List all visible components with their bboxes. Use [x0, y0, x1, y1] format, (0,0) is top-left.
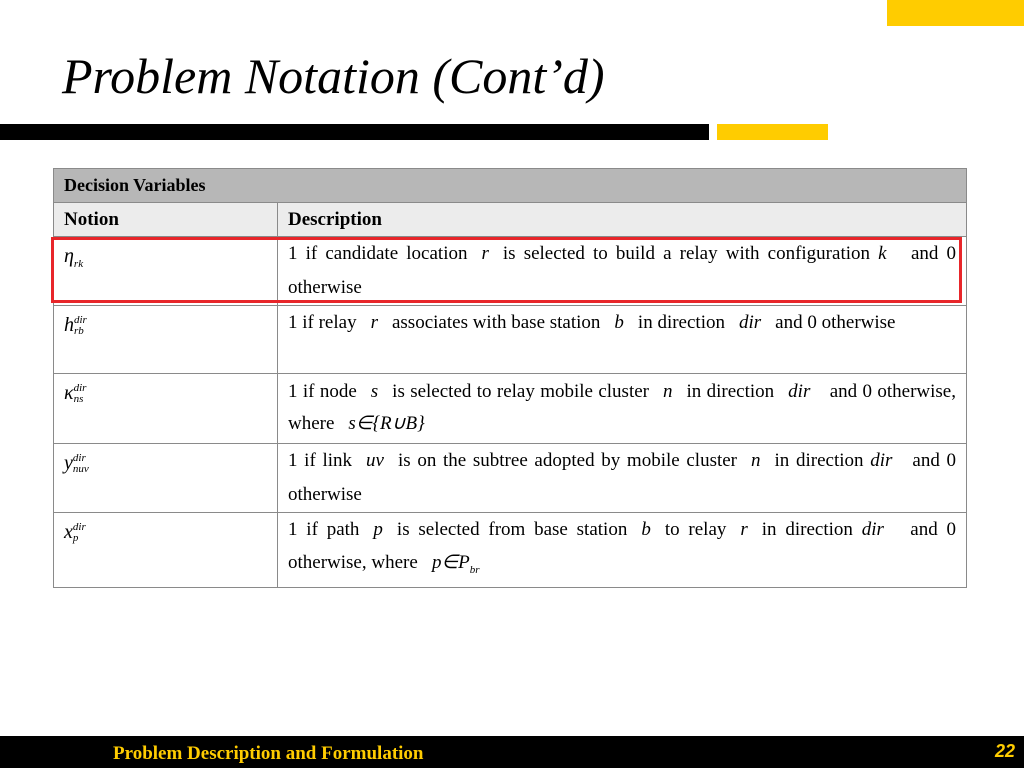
notion-cell	[54, 444, 278, 513]
table-row	[54, 444, 967, 513]
variable-symbol: ydir nuv	[64, 452, 89, 476]
variable-symbol: xdir p	[64, 521, 86, 545]
decision-variables-table	[53, 168, 967, 588]
table-row	[54, 374, 967, 444]
description-cell: 1 if link uv is on the subtree adopted by mobile cluster n in direction dir and 0 otherwise	[278, 444, 967, 513]
description-cell: 1 if candidate location r is selected to build a relay with configuration k and 0 otherwise	[278, 237, 967, 306]
notion-cell	[54, 374, 278, 444]
table-row	[54, 306, 967, 374]
top-accent-bar	[887, 0, 1024, 26]
notion-cell	[54, 306, 278, 374]
description-cell: 1 if path p is selected from base station b to relay r in direction dir and 0 otherwise, where $p\in P_{br}$	[278, 513, 967, 588]
row-highlight-box	[51, 237, 962, 303]
table-row	[54, 513, 967, 588]
column-header-description: Description	[278, 203, 967, 237]
variable-symbol: hdir rb	[64, 314, 87, 338]
description-cell: 1 if node s is selected to relay mobile cluster n in direction dir and 0 otherwise, where s∈{R∪B}	[278, 374, 967, 444]
notion-cell	[54, 513, 278, 588]
page-number: 22	[994, 741, 1015, 761]
column-header-notion: Notion	[54, 203, 278, 237]
description-cell: 1 if relay r associates with base station b in direction dir and 0 otherwise	[278, 306, 967, 374]
variable-symbol: $\eta_{rk}$	[64, 245, 84, 270]
table-section-header: Decision Variables	[54, 169, 967, 203]
slide-title: Problem Notation (Cont’d)	[62, 48, 605, 104]
title-underline-yellow	[717, 124, 828, 140]
footer-section-title: Problem Description and Formulation	[113, 743, 424, 764]
title-underline-black	[0, 124, 709, 140]
variable-symbol: κdir ns	[64, 382, 87, 406]
